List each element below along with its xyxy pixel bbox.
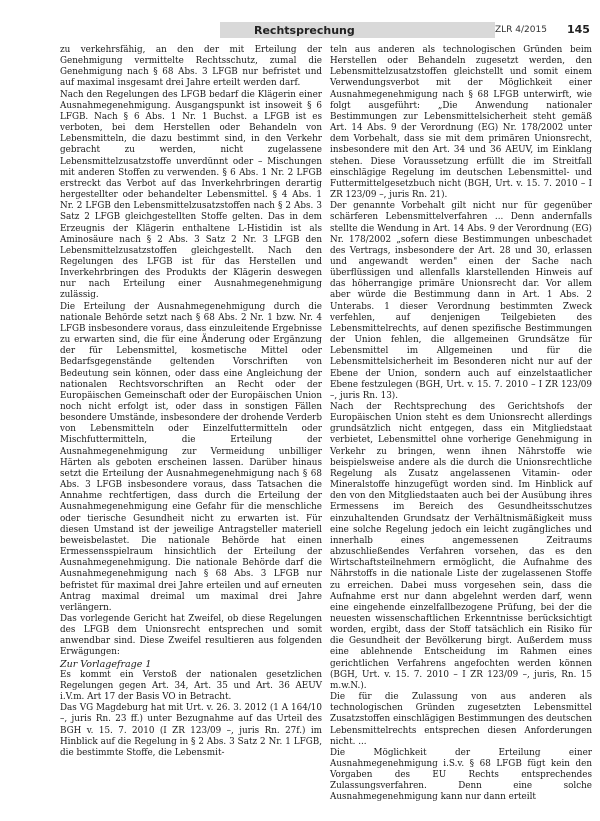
page-number: 145 [567, 23, 590, 36]
paragraph: Die für die Zulassung von aus anderen als technologischen Gründen zugesetzten Lebensmittel Zusatzstoffen einschlägigen Bestimmungen des deutschen Lebensmittelrechts entsprechen diesen Anforderungen nicht. ... [330, 692, 592, 747]
paragraph: Es kommt ein Verstoß der nationalen gesetzlichen Regelungen gegen Art. 34, Art. 35 und Art. 36 AEUV i.V.m. Art 17 der Basis VO in Betracht. [60, 669, 322, 703]
paragraph: Der genannte Vorbehalt gilt nicht nur für gegenüber schärferen Lebensmittelverfahren ... Denn andernfalls stellte die Wendung in Art. 14 Abs. 9 der Verordnung (EG) Nr. 178/2002 „sofern diese Bestimmungen unbeschadet des Vertrags, insbesondere der Art. 28 und 30, erlassen und angewandt werden" einen der Sache nach überflüssigen und allenfalls klarstellenden Hinweis auf das höherrangige primäre Unionsrecht dar. Vor allem aber würde die Bestimmung dann in Art. 1 Abs. 2 Unterabs. 1 dieser Verordnung bestimmten Zweck verfehlen, auf denjenigen Teilgebieten des Lebensmittelrechts, auf denen spezifische Bestimmungen der Union fehlen, die allgemeinen Grundsätze für Lebensmittel im Allgemeinen und für die Lebensmittelsicherheit im Besonderen nicht nur auf der Ebene der Union, sondern auch auf einzelstaatlicher Ebene festzulegen (BGH, Urt. v. 15. 7. 2010 – I ZR 123/09 –, juris Rn. 13). [330, 201, 592, 401]
right-column [330, 45, 592, 804]
page-header [0, 0, 600, 40]
paragraph: Nach den Regelungen des LFGB bedarf die Klägerin einer Ausnahmegenehmigung. Ausgangspunkt ist insoweit § 6 LFGB. Nach § 6 Abs. 1 Nr. 1 Buchst. a LFGB ist es verboten, bei dem Herstellen oder Behandeln von Lebensmitteln, die dazu bestimmt sind, in den Verkehr gebracht zu werden, nicht zugelassene Lebensmittelzusatzstoffe unverdünnt oder – Mischungen mit anderen Stoffen zu verwenden. § 6 Abs. 1 Nr. 2 LFGB erstreckt das Verbot auf das Inverkehrbringen derartig hergestellter oder behandelter Lebensmittel. § 4 Abs. 1 Nr. 2 LFGB den Lebensmittelzusatzstoffen nach § 2 Abs. 3 Satz 2 LFGB gleichgestellten Stoffe gelten. Das in dem Erzeugnis der Klägerin enthaltene L-Histidin ist als Aminosäure nach § 2 Abs. 3 Satz 2 Nr. 3 LFGB den Lebensmittelzusatzstoffen gleichgestellt. Nach den Regelungen des LFGB ist für das Herstellen und Inverkehrbringen des Produkts der Klägerin deswegen nur nach Erteilung einer Ausnahmegenehmigung zulässig. [60, 89, 322, 301]
issue-label: ZLR 4/2015 [495, 25, 547, 35]
paragraph: Die Erteilung der Ausnahmegenehmigung durch die nationale Behörde setzt nach § 68 Abs. 2 Nr. 1 bzw. Nr. 4 LFGB insbesondere voraus, dass einzuleitende Ergebnisse zu erwarten sind, die für eine Änderung oder Ergänzung der für Lebensmittel, kosmetische Mittel oder Bedarfsgegenstände geltenden Vorschriften von Bedeutung sein können, oder dass eine Angleichung der nationalen Rechtsvorschriften an Recht oder der Europäischen Gemeinschaft oder der Europäischen Union noch nicht erfolgt ist, oder dass in sonstigen Fällen besondere Umstände, insbesondere der drohende Verderb von Lebensmitteln oder Einzelfuttermitteln oder Mischfuttermitteln, die Erteilung der Ausnahmegenehmigung zur Vermeidung unbilliger Härten als geboten erscheinen lassen. Darüber hinaus setzt die Erteilung der Ausnahmegenehmigung nach § 68 Abs. 3 LFGB insbesondere voraus, dass Tatsachen die Annahme rechtfertigen, dass durch die Erteilung der Ausnahmegenehmigung eine Gefahr für die menschliche oder tierische Gesundheit nicht zu erwarten ist. Für diesen Umstand ist der jeweilige Antragsteller materiell beweisbelastet. Die nationale Behörde hat einen Ermessensspielraum hinsichtlich der Erteilung der Ausnahmegenehmigung. Die nationale Behörde darf die Ausnahmegenehmigung nach § 68 Abs. 3 LFGB nur befristet für maximal drei Jahre erteilen und auf erneuten Antrag maximal dreimal um maximal drei Jahre verlängern. [60, 301, 322, 613]
paragraph: Die Möglichkeit der Erteilung einer Ausnahmegenehmigung i.S.v. § 68 LFGB fügt kein den Vorgaben des EU Rechts entsprechendes Zulassungsverfahren. Denn eine solche Ausnahmegenehmigung kann nur dann erteilt [330, 747, 592, 803]
subheading: Zur Vorlagefrage 1 [60, 658, 152, 670]
section-banner [220, 22, 495, 38]
paragraph: Nach der Rechtsprechung des Gerichtshofs der Europäischen Union steht es dem Unionsrecht allerdings grundsätzlich nicht entgegen, dass ein Mitgliedstaat verbietet, Lebensmittel ohne vorherige Genehmigung in Verkehr zu bringen, wenn ihnen Nährstoffe wie beispielsweise andere als die durch die Unionsrechtliche Regelung als Zusatz angelassenen Vitamin- oder Mineralstoffe hinzugefügt worden sind. Im Hinblick auf den von den Mitgliedstaaten auch bei der Ausübung ihres Ermessens im Bereich des Gesundheitsschutzes einzuhaltenden Grundsatz der Verhältnismäßigkeit muss eine solche Regelung jedoch ein leicht zugängliches und innerhalb eines angemessenen Zeitraums abzuschließendes Verfahren vorsehen, das es den Wirtschaftsteilnehmern ermöglicht, die Aufnahme des Nährstoffs in die nationale Liste der zugelassenen Stoffe zu erreichen. Dabei muss vorgesehen sein, dass die Aufnahme erst nur dann abgelehnt werden darf, wenn eine eingehende einzelfallbezogene Prüfung, bei der die neuesten wissenschaftlichen Erkenntnisse berücksichtigt worden, ergibt, dass der Stoff tatsächlich ein Risiko für die Gesundheit der Bevölkerung birgt. Außerdem muss eine ablehnende Entscheidung im Rahmen eines gerichtlichen Verfahrens angefochten werden können (BGH, Urt. v. 15. 7. 2010 – I ZR 123/09 –, juris, Rn. 15 m.w.N.). [330, 402, 592, 691]
left-column [60, 45, 322, 759]
paragraph: zu verkehrsfähig, an den der mit Erteilung der Genehmigung vermittelte Rechtsschutz, zumal die Genehmigung nach § 68 Abs. 3 LFGB nur befristet und auf maximal insgesamt drei Jahre erteilt werden darf. [60, 45, 322, 89]
paragraph: Das VG Magdeburg hat mit Urt. v. 26. 3. 2012 (1 A 164/10 –, juris Rn. 23 ff.) unter Bezugnahme auf das Urteil des BGH v. 15. 7. 2010 (I ZR 123/09 –, juris Rn. 27f.) im Hinblick auf die Regelung in § 2 Abs. 3 Satz 2 Nr. 1 LFGB, die bestimmte Stoffe, die Lebensmit- [60, 703, 322, 758]
section-title: Rechtsprechung [254, 23, 355, 37]
paragraph: teln aus anderen als technologischen Gründen beim Herstellen oder Behandeln zugesetzt werden, den Lebensmittelzusatzstoffen gleichstellt und somit einem Verwendungsverbot mit der Möglichkeit einer Ausnahmegenehmigung nach § 68 LFGB unterwirft, wie folgt ausgeführt: „Die Anwendung nationaler Bestimmungen zur Lebensmittelsicherheit steht gemäß Art. 14 Abs. 9 der Verordnung (EG) Nr. 178/2002 unter dem Vorbehalt, dass sie mit dem primären Unionsrecht, insbesondere mit den Art. 34 und 36 AEUV, im Einklang stehen. Diese Voraussetzung erfüllt die im Streitfall einschlägige Regelung im deutschen Lebensmittel- und Futtermittelgesetzbuch nicht (BGH, Urt. v. 15. 7. 2010 – I ZR 123/09 –, juris Rn. 21). [330, 45, 592, 201]
paragraph: Das vorlegende Gericht hat Zweifel, ob diese Regelungen des LFGB dem Unionsrecht entsprechen und somit anwendbar sind. Diese Zweifel resultieren aus folgenden Erwägungen: [60, 613, 322, 658]
